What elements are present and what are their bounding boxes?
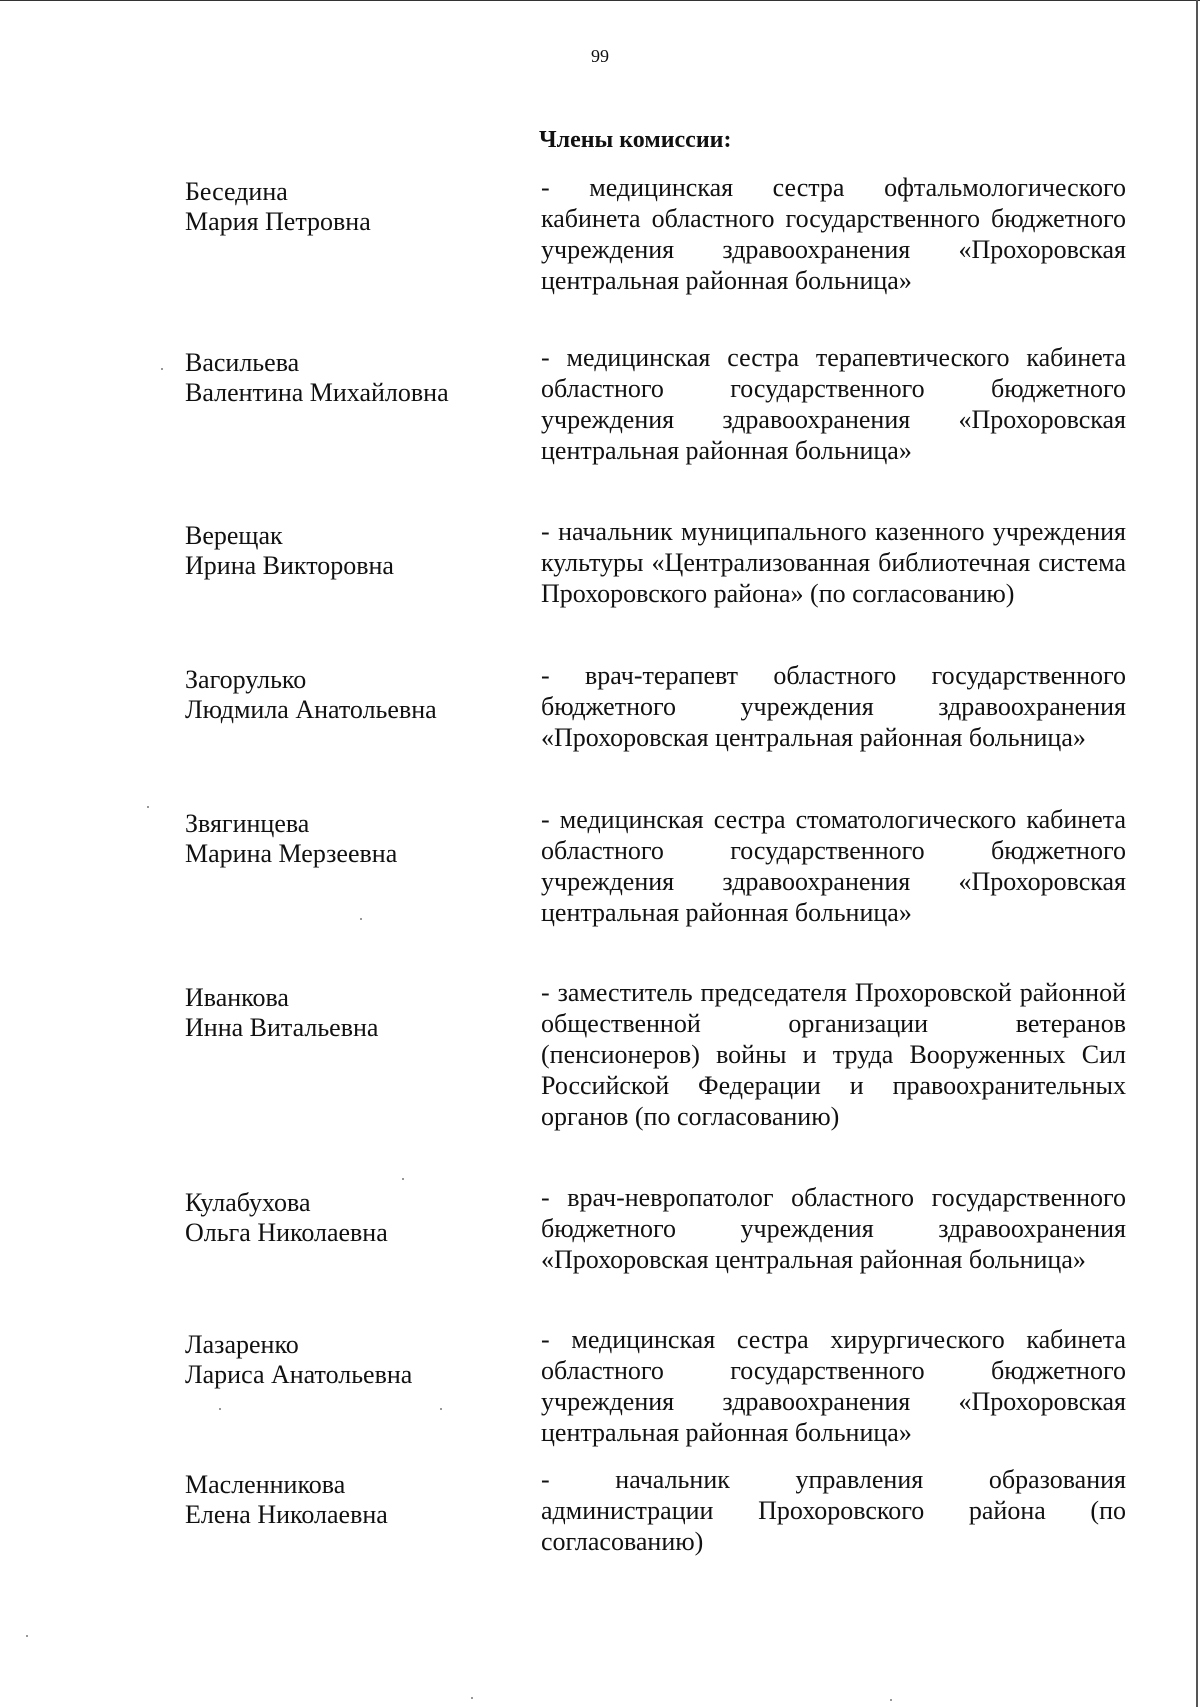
member-role: - медицинская сестра стоматологического кабинета областного государственного бюджетного учреждения здравоохранения «Прохоровская центральная районная больница»: [541, 805, 1126, 927]
scan-speck: [161, 368, 163, 370]
member-given-names: Ирина Викторовна: [185, 551, 394, 580]
member-role: - медицинская сестра хирургического кабинета областного государственного бюджетного учреждения здравоохранения «Прохоровская центральная районная больница»: [541, 1325, 1126, 1447]
scan-border-right: [1196, 0, 1198, 1707]
member-surname: Васильева: [185, 348, 300, 377]
scan-speck: [360, 918, 362, 920]
member-name: [185, 809, 505, 869]
member-surname: Загорулько: [185, 665, 307, 694]
scan-speck: [471, 1697, 473, 1699]
scan-speck: [219, 1408, 221, 1410]
page-number: 99: [591, 46, 609, 66]
member-name: [185, 521, 505, 581]
scan-speck: [440, 1408, 442, 1410]
member-surname: Кулабухова: [185, 1188, 311, 1217]
member-role: - начальник управления образования администрации Прохоровского района (по согласованию): [541, 1465, 1126, 1556]
member-surname: Звягинцева: [185, 809, 310, 838]
member-given-names: Валентина Михайловна: [185, 378, 449, 407]
member-given-names: Лариса Анатольевна: [185, 1360, 413, 1389]
member-surname: Беседина: [185, 177, 288, 206]
member-name: [185, 348, 505, 408]
member-role: - врач-терапевт областного государственного бюджетного учреждения здравоохранения «Прохоровская центральная районная больница»: [541, 661, 1126, 752]
section-heading: Члены комиссии:: [539, 127, 732, 153]
member-role: - начальник муниципального казенного учреждения культуры «Централизованная библиотечная система Прохоровского района» (по согласованию): [541, 517, 1126, 608]
member-surname: Лазаренко: [185, 1330, 299, 1359]
member-name: [185, 665, 505, 725]
member-name: [185, 1188, 505, 1248]
member-name: [185, 983, 505, 1043]
scan-speck: [890, 1699, 892, 1701]
member-given-names: Мария Петровна: [185, 207, 371, 236]
member-role: - врач-невропатолог областного государственного бюджетного учреждения здравоохранения «Прохоровская центральная районная больница»: [541, 1183, 1126, 1274]
scan-speck: [147, 806, 149, 808]
member-given-names: Инна Витальевна: [185, 1013, 379, 1042]
member-surname: Верещак: [185, 521, 283, 550]
member-given-names: Ольга Николаевна: [185, 1218, 388, 1247]
scan-speck: [402, 1178, 404, 1180]
member-role: - медицинская сестра терапевтического кабинета областного государственного бюджетного учреждения здравоохранения «Прохоровская центральная районная больница»: [541, 343, 1126, 465]
member-given-names: Марина Мерзеевна: [185, 839, 398, 868]
member-surname: Масленникова: [185, 1470, 346, 1499]
member-given-names: Людмила Анатольевна: [185, 695, 437, 724]
member-given-names: Елена Николаевна: [185, 1500, 388, 1529]
member-surname: Иванкова: [185, 983, 289, 1012]
member-name: [185, 1330, 505, 1390]
scan-border-top: [0, 0, 1200, 1]
member-role: - заместитель председателя Прохоровской районной общественной организации ветеранов (пенсионеров) войны и труда Вооруженных Сил Российской Федерации и правоохранительных органов (по согласованию): [541, 978, 1126, 1131]
member-role: - медицинская сестра офтальмологического кабинета областного государственного бюджетного учреждения здравоохранения «Прохоровская центральная районная больница»: [541, 173, 1126, 295]
member-name: [185, 1470, 505, 1530]
scan-speck: [26, 1635, 28, 1637]
member-name: [185, 177, 505, 237]
